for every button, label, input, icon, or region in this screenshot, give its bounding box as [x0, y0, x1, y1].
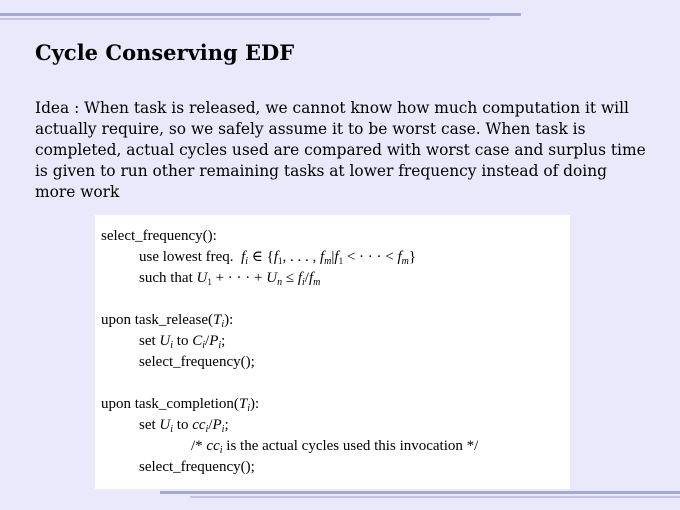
- slide-title: Cycle Conserving EDF: [35, 40, 295, 65]
- bottom-rule: [160, 491, 680, 494]
- pseudocode-box: [95, 215, 570, 489]
- completion-comment: /* $cc_i$ is the actual cycles used this invocation */: [191, 438, 479, 456]
- select-frequency-definition: select_frequency():: [101, 228, 217, 244]
- release-select-call: select_frequency();: [139, 354, 255, 370]
- release-set-utilization: set $U_i$ to $C_i/P_i$;: [139, 333, 226, 351]
- completion-select-call: select_frequency();: [139, 459, 255, 475]
- bottom-rule-thin: [190, 496, 680, 498]
- task-release-definition: upon $task\_release(T_i)$:: [101, 312, 234, 330]
- task-completion-definition: upon $task\_completion(T_i)$:: [101, 396, 260, 414]
- completion-set-utilization: set $U_i$ to $cc_i/P_i$;: [139, 417, 229, 435]
- lowest-frequency-line: use lowest freq. $f_i$ ∈ {$f_1$, . . . , $f_m|f_1$ < · · · < $f_m$}: [139, 249, 417, 267]
- constraint-line: such that $U_1$ + · · · + $U_n \le f_i/f_m$: [139, 270, 321, 288]
- top-rule: [0, 13, 521, 16]
- idea-paragraph: Idea : When task is released, we cannot know how much computation it will actually require, so we safely assume it to be worst case. When task is completed, actual cycles used are compared with worst case and surplus time is given to run other remaining tasks at lower frequency instead of doing more work: [35, 99, 646, 201]
- top-rule-thin: [0, 18, 490, 20]
